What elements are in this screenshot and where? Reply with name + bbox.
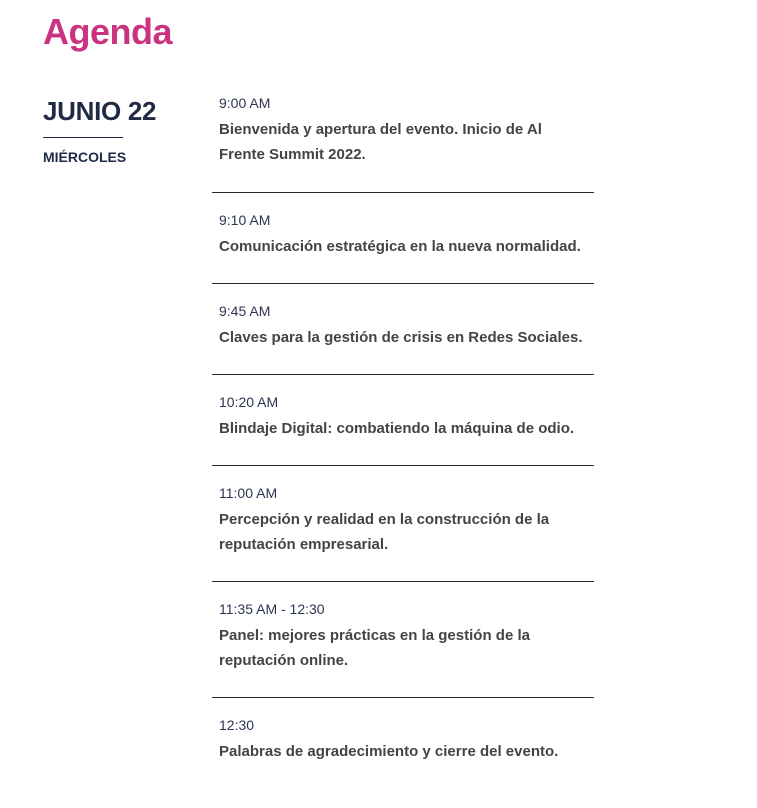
agenda-item bbox=[212, 90, 594, 193]
session-time: 11:35 AM - 12:30 bbox=[219, 601, 325, 617]
session-time: 12:30 bbox=[219, 717, 255, 733]
session-title: Palabras de agradecimiento y cierre del evento. bbox=[219, 743, 559, 760]
agenda-list bbox=[212, 90, 594, 774]
date-label: JUNIO 22 bbox=[43, 96, 157, 126]
date-block bbox=[43, 94, 183, 166]
session-title: Blindaje Digital: combatiendo la máquina de odio. bbox=[219, 420, 575, 437]
date-divider bbox=[43, 137, 123, 138]
date-weekday: MIÉRCOLES bbox=[43, 149, 127, 165]
session-time: 10:20 AM bbox=[219, 394, 279, 410]
agenda-item bbox=[212, 582, 594, 698]
agenda-item bbox=[212, 375, 594, 466]
session-title: Claves para la gestión de crisis en Redes Sociales. bbox=[219, 329, 583, 346]
session-title: Bienvenida y apertura del evento. Inicio de Al Frente Summit 2022. bbox=[219, 121, 542, 163]
session-title: Comunicación estratégica en la nueva normalidad. bbox=[219, 238, 581, 255]
agenda-item bbox=[212, 193, 594, 284]
agenda-item bbox=[212, 698, 594, 774]
session-time: 11:00 AM bbox=[219, 485, 278, 501]
session-time: 9:10 AM bbox=[219, 212, 271, 228]
session-title: Panel: mejores prácticas en la gestión de la reputación online. bbox=[219, 627, 530, 669]
agenda-item bbox=[212, 466, 594, 582]
session-title: Percepción y realidad en la construcción de la reputación empresarial. bbox=[219, 511, 550, 553]
session-time: 9:00 AM bbox=[219, 95, 271, 111]
agenda-item bbox=[212, 284, 594, 375]
page-title: Agenda bbox=[43, 11, 173, 52]
session-time: 9:45 AM bbox=[219, 303, 271, 319]
